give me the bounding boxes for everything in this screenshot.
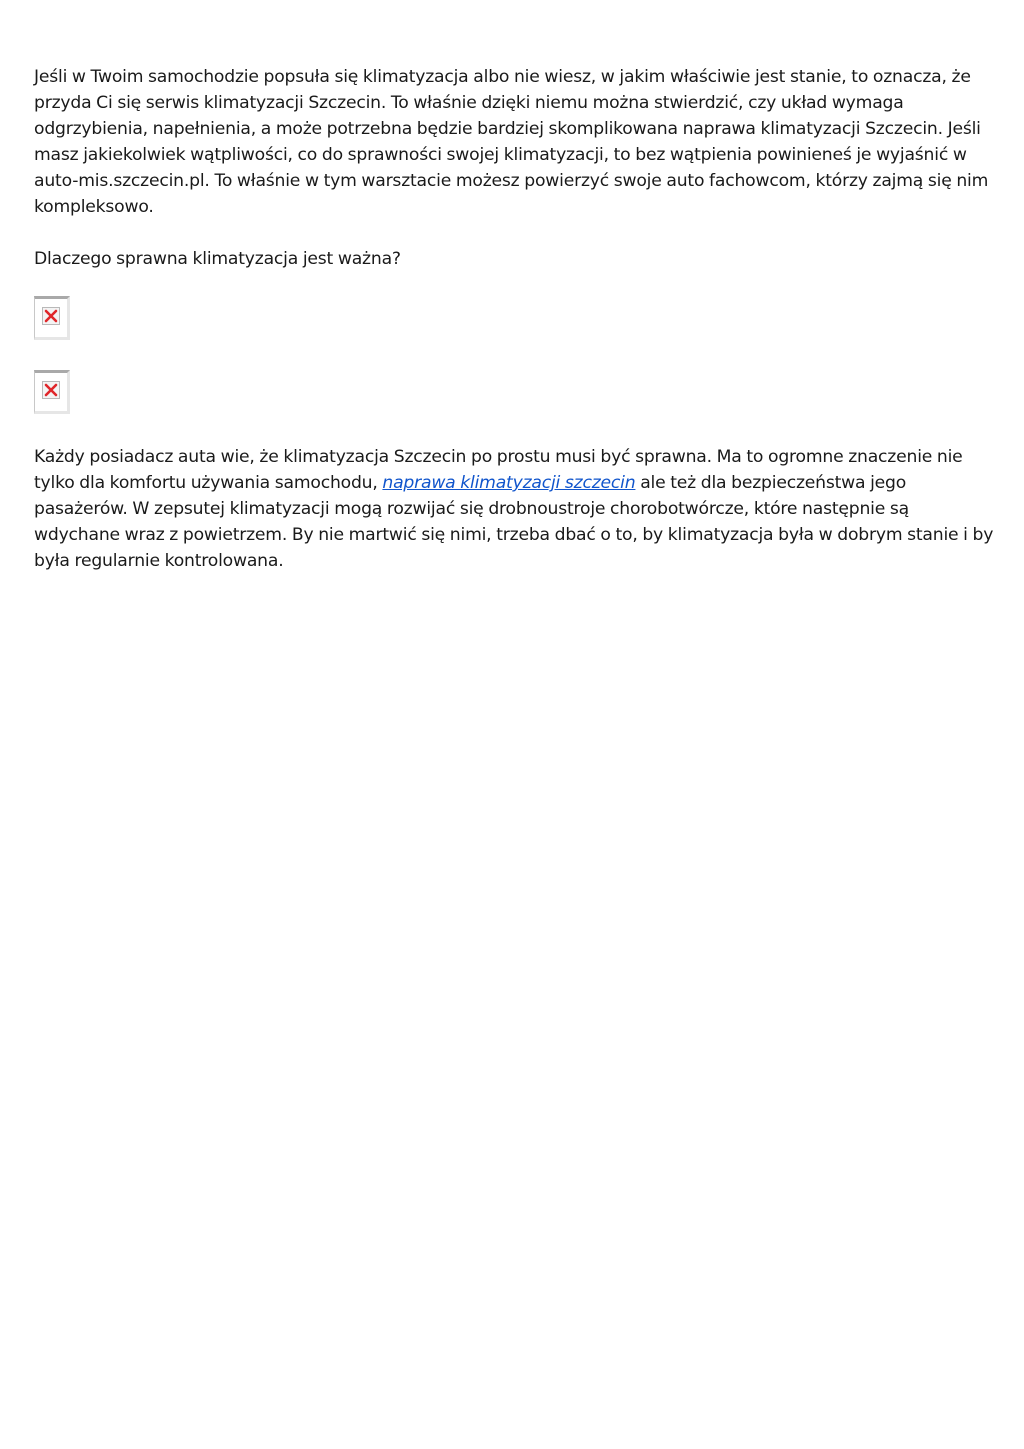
body-paragraph — [34, 444, 994, 574]
body-text-after-link: ale też dla bezpieczeństwa jego pasażerów. W zepsutej klimatyzacji mogą rozwijać się drobnoustroje chorobotwórcze, które następnie są wdychane wraz z powietrzem. By nie martwić się nimi, trzeba dbać o to, by klimatyzacja była w dobrym stanie i by była regularnie kontrolowana. — [34, 473, 994, 571]
broken-image-placeholder-1 — [34, 296, 70, 340]
broken-image-icon — [42, 307, 60, 325]
body-text-before-link: Każdy posiadacz auta wie, że klimatyzacja Szczecin po prostu musi być sprawna. Ma to ogromne znaczenie nie tylko dla komfortu używania samochodu, — [34, 447, 963, 493]
naprawa-klimatyzacji-link[interactable]: naprawa klimatyzacji szczecin — [382, 473, 636, 493]
document-page — [34, 64, 994, 574]
broken-image-icon — [42, 381, 60, 399]
section-heading: Dlaczego sprawna klimatyzacja jest ważna? — [34, 249, 401, 269]
intro-paragraph: Jeśli w Twoim samochodzie popsuła się klimatyzacja albo nie wiesz, w jakim właściwie jest stanie, to oznacza, że przyda Ci się serwis klimatyzacji Szczecin. To właśnie dzięki niemu można stwierdzić, czy układ wymaga odgrzybienia, napełnienia, a może potrzebna będzie bardziej skomplikowana naprawa klimatyzacji Szczecin. Jeśli masz jakiekolwiek wątpliwości, co do sprawności swojej klimatyzacji, to bez wątpienia powinieneś je wyjaśnić w auto-mis.szczecin.pl. To właśnie w tym warsztacie możesz powierzyć swoje auto fachowcom, którzy zajmą się nim kompleksowo. — [34, 67, 989, 217]
broken-image-placeholder-2 — [34, 370, 70, 414]
